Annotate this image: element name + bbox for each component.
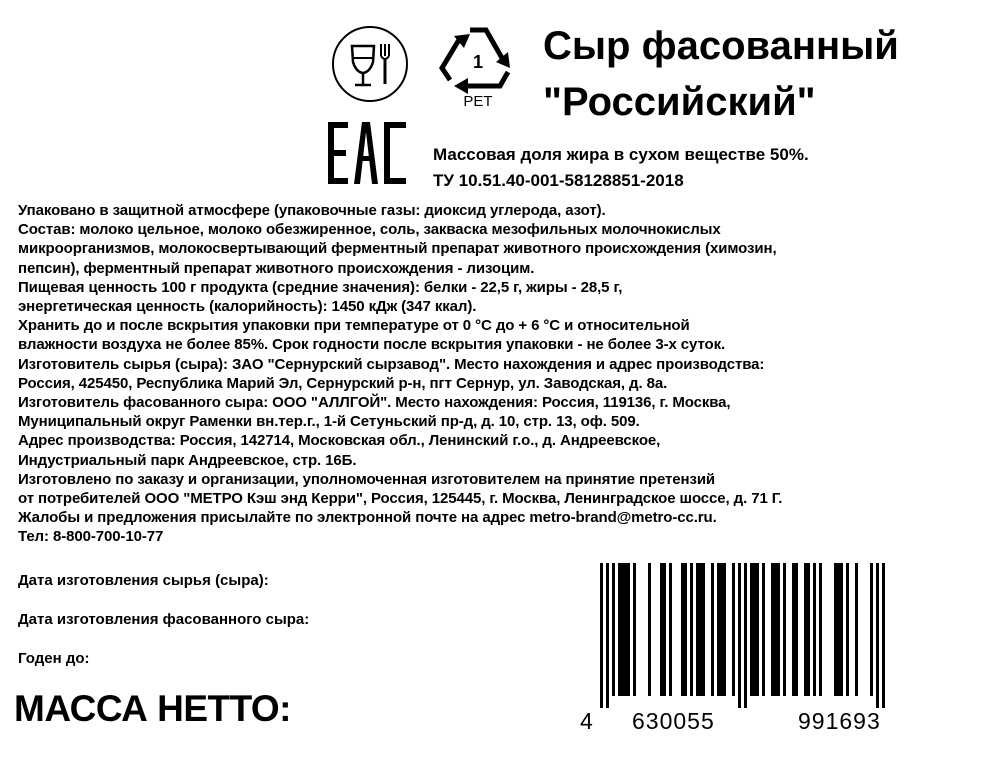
product-specs <box>433 142 809 194</box>
barcode-bar <box>876 563 879 708</box>
body-line: Изготовитель сырья (сыра): ЗАО "Сернурский сырзавод". Место нахождения и адрес производства: <box>18 355 765 373</box>
barcode-bar <box>774 563 777 696</box>
fat-content: Массовая доля жира в сухом веществе 50%. <box>433 145 809 164</box>
barcode-bar <box>600 563 603 708</box>
barcode-bar <box>846 563 849 696</box>
barcode-bar <box>792 563 795 696</box>
barcode-bar <box>804 563 807 696</box>
body-line: Россия, 425450, Республика Марий Эл, Сернурский р-н, пгт Сернур, ул. Заводская, д. 8а. <box>18 374 668 392</box>
barcode-bar <box>762 563 765 696</box>
body-line: от потребителей ООО "МЕТРО Кэш энд Керри", Россия, 125445, г. Москва, Ленинградское шоссе, д. 71 Г. <box>18 490 783 508</box>
barcode-bar <box>870 563 873 696</box>
product-title <box>543 18 899 130</box>
barcode-bar <box>840 563 843 696</box>
barcode-bar <box>717 563 720 696</box>
barcode-bar <box>807 563 810 696</box>
tu-standard: ТУ 10.51.40-001-58128851-2018 <box>433 171 684 190</box>
body-line: Состав: молоко цельное, молоко обезжиренное, соль, закваска мезофильных молочнокислых <box>18 221 721 239</box>
barcode-bar <box>648 563 651 696</box>
body-line: Муниципальный округ Раменки вн.тер.г., 1-й Сетуньский пр-д, д. 10, стр. 13, оф. 509. <box>18 413 640 431</box>
barcode-first-digit: 4 <box>580 708 594 734</box>
barcode-bar <box>738 563 741 708</box>
barcode-bar <box>699 563 702 696</box>
barcode-bar <box>837 563 840 696</box>
barcode-bars <box>580 563 900 708</box>
body-line: Хранить до и после вскрытия упаковки при температуре от 0 °С до + 6 °С и относительной <box>18 317 690 335</box>
barcode-bar <box>855 563 858 696</box>
body-line: влажности воздуха не более 85%. Срок годности после вскрытия упаковки - не более 3-х суток. <box>18 336 726 354</box>
barcode-bar <box>819 563 822 696</box>
barcode-bar <box>732 563 735 696</box>
barcode-bar <box>612 563 615 696</box>
barcode-bar <box>684 563 687 696</box>
product-title-line2: "Российский" <box>543 80 816 124</box>
net-mass-label: МАССА НЕТТО: <box>14 688 291 729</box>
barcode-bar <box>756 563 759 696</box>
barcode-bar <box>702 563 705 696</box>
barcode-bar <box>744 563 747 708</box>
barcode-bar <box>813 563 816 696</box>
product-title-line1: Сыр фасованный <box>543 24 899 68</box>
barcode-bar <box>720 563 723 696</box>
body-line: Упаковано в защитной атмосфере (упаковочные газы: диоксид углерода, азот). <box>18 202 606 219</box>
barcode-bar <box>624 563 627 696</box>
barcode-bar <box>660 563 663 696</box>
barcode-bar <box>771 563 774 696</box>
body-line: Тел: 8-800-700-10-77 <box>18 528 164 546</box>
body-line: Адрес производства: Россия, 142714, Московская обл., Ленинский г.о., д. Андреевское, <box>18 432 661 450</box>
barcode-bar <box>633 563 636 696</box>
body-line: Изготовитель фасованного сыра: ООО "АЛЛГОЙ". Место нахождения: Россия, 119136, г. Москва, <box>18 394 731 412</box>
recycling-code-text: 1 <box>472 52 484 72</box>
eac-mark-icon <box>326 120 408 186</box>
best-before-label: Годен до: <box>18 650 90 667</box>
barcode-bar <box>711 563 714 696</box>
body-line: Жалобы и предложения присылайте по электронной почте на адрес metro-brand@metro-cc.ru. <box>18 509 717 527</box>
barcode-bar <box>690 563 693 696</box>
barcode-right-digits: 991693 <box>798 708 881 734</box>
barcode-bar <box>723 563 726 696</box>
barcode-bar <box>834 563 837 696</box>
label-body-text <box>18 201 978 547</box>
barcode-bar <box>627 563 630 696</box>
body-line: Пищевая ценность 100 г продукта (средние значения): белки - 22,5 г, жиры - 28,5 г, <box>18 278 623 296</box>
barcode-bar <box>618 563 621 696</box>
barcode-bar <box>663 563 666 696</box>
barcode-bar <box>750 563 753 696</box>
barcode-bar <box>621 563 624 696</box>
barcode-bar <box>753 563 756 696</box>
body-line: Изготовлено по заказу и организации, уполномоченная изготовителем на принятие претензий <box>18 470 716 488</box>
barcode-bar <box>606 563 609 708</box>
barcode-bar <box>669 563 672 696</box>
body-line: энергетическая ценность (калорийность): 1450 кДж (347 ккал). <box>18 298 477 316</box>
barcode-left-digits: 630055 <box>632 708 715 734</box>
barcode-bar <box>795 563 798 696</box>
body-line: Индустриальный парк Андреевское, стр. 16Б. <box>18 451 357 469</box>
recycling-icon <box>436 18 520 110</box>
barcode-bar <box>783 563 786 696</box>
raw-cheese-date-label: Дата изготовления сырья (сыра): <box>18 572 269 589</box>
barcode-bar <box>681 563 684 696</box>
packaged-cheese-date-label: Дата изготовления фасованного сыра: <box>18 611 310 628</box>
wineglass-fork-icon <box>330 24 410 104</box>
recycling-label-text: PET <box>463 93 493 110</box>
barcode-bar <box>696 563 699 696</box>
body-line: пепсин), ферментный препарат животного происхождения - лизоцим. <box>18 259 535 277</box>
body-line: микроорганизмов, молокосвертывающий ферментный препарат животного происхождения (химозин, <box>18 240 777 258</box>
barcode-bar <box>777 563 780 696</box>
barcode-bar <box>882 563 885 708</box>
